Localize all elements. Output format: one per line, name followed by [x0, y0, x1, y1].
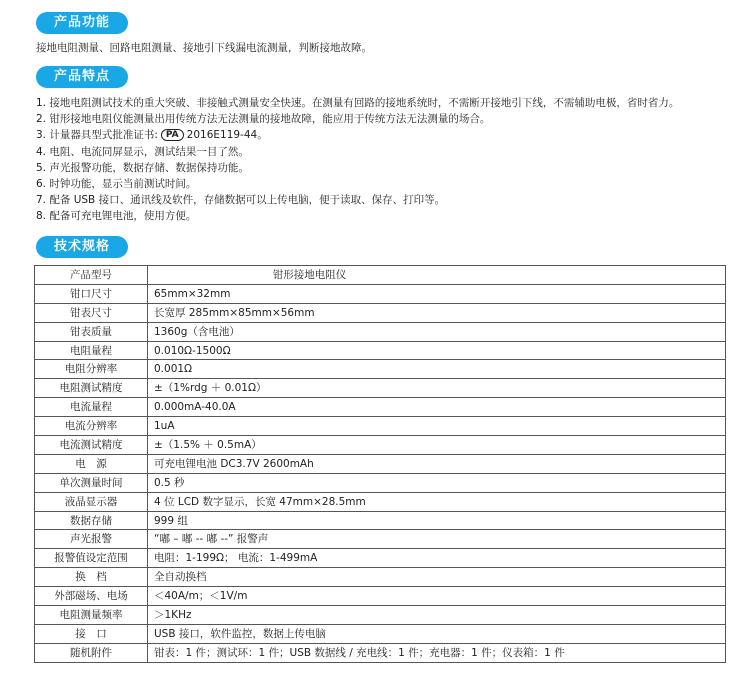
spec-value: 钳形接地电阻仪: [148, 266, 726, 285]
spec-row: [35, 398, 726, 417]
spec-row: [35, 417, 726, 436]
spec-value: 可充电锂电池 DC3.7V 2600mAh: [148, 454, 726, 473]
spec-key: 电流测试精度: [35, 436, 148, 455]
spec-key: 产品型号: [35, 266, 148, 285]
feature-item: 6. 时钟功能，显示当前测试时间。: [36, 178, 197, 191]
feature-item-certificate: [36, 127, 679, 143]
feature-item: 7. 配备 USB 接口、通讯线及软件，存储数据可以上传电脑，便于读取、保存、打印等。: [36, 194, 446, 207]
spec-row: [35, 303, 726, 322]
spec-row: [35, 436, 726, 455]
spec-value: 65mm×32mm: [148, 284, 726, 303]
spec-row: [35, 266, 726, 285]
spec-value: ±（1%rdg ＋ 0.01Ω）: [148, 379, 726, 398]
spec-value: 长宽厚 285mm×85mm×56mm: [148, 303, 726, 322]
spec-key: 电阻量程: [35, 341, 148, 360]
spec-key: 声光报警: [35, 530, 148, 549]
spec-row: [35, 341, 726, 360]
spec-key: 外部磁场、电场: [35, 587, 148, 606]
spec-row: [35, 568, 726, 587]
features-list: [36, 95, 679, 225]
cert-number: 2016E119-44。: [186, 129, 268, 142]
spec-row: [35, 606, 726, 625]
spec-value: 4 位 LCD 数字显示，长宽 47mm×28.5mm: [148, 492, 726, 511]
spec-row: [35, 511, 726, 530]
feature-item: 4. 电阻、电流同屏显示，测试结果一目了然。: [36, 145, 249, 158]
spec-key: 接 口: [35, 624, 148, 643]
spec-value: 0.5 秒: [148, 473, 726, 492]
feature-item: 2. 钳形接地电阻仪能测量出用传统方法无法测量的接地故障，能应用于传统方法无法测量的场合。: [36, 113, 491, 126]
spec-key: 钳表质量: [35, 322, 148, 341]
spec-key: 电阻测试精度: [35, 379, 148, 398]
cert-prefix: 3. 计量器具型式批准证书:: [36, 129, 158, 142]
spec-value: 电阻：1-199Ω； 电流：1-499mA: [148, 549, 726, 568]
spec-key: 钳口尺寸: [35, 284, 148, 303]
spec-key: 电流量程: [35, 398, 148, 417]
pa-logo: PA: [161, 129, 184, 141]
spec-value: 1uA: [148, 417, 726, 436]
spec-row: [35, 549, 726, 568]
spec-row: [35, 322, 726, 341]
spec-row: [35, 473, 726, 492]
spec-key: 报警值设定范围: [35, 549, 148, 568]
feature-item: 1. 接地电阻测试技术的重大突破、非接触式测量安全快速。在测量有回路的接地系统时，不需断开接地引下线，不需辅助电极，省时省力。: [36, 97, 680, 109]
spec-value: “嘟 – 嘟 -- 嘟 --” 报警声: [148, 530, 726, 549]
spec-row: [35, 530, 726, 549]
spec-table: [34, 265, 726, 663]
spec-value: 0.010Ω-1500Ω: [148, 341, 726, 360]
spec-value: 0.001Ω: [148, 360, 726, 379]
spec-value: 1360g（含电池）: [148, 322, 726, 341]
spec-value: 钳表：1 件；测试环：1 件；USB 数据线 / 充电线：1 件；充电器：1 件；仪表箱：1 件: [148, 643, 726, 662]
spec-key: 单次测量时间: [35, 473, 148, 492]
section-title-features: 产品特点: [36, 66, 128, 88]
spec-value: 999 组: [148, 511, 726, 530]
spec-row: [35, 360, 726, 379]
spec-key: 电 源: [35, 454, 148, 473]
spec-row: [35, 492, 726, 511]
section-title-specs: 技术规格: [36, 236, 128, 258]
function-description: 接地电阻测量、回路电阻测量、接地引下线漏电流测量，判断接地故障。: [36, 42, 372, 54]
spec-value: ＞1KHz: [148, 606, 726, 625]
spec-key: 电流分辨率: [35, 417, 148, 436]
spec-key: 液晶显示器: [35, 492, 148, 511]
feature-item: 8. 配备可充电锂电池，使用方便。: [36, 210, 197, 223]
spec-row: [35, 643, 726, 662]
spec-row: [35, 587, 726, 606]
spec-key: 钳表尺寸: [35, 303, 148, 322]
section-title-function: 产品功能: [36, 12, 128, 34]
feature-item: 5. 声光报警功能，数据存储、数据保持功能。: [36, 161, 249, 174]
spec-value: 0.000mA-40.0A: [148, 398, 726, 417]
spec-key: 数据存储: [35, 511, 148, 530]
spec-key: 电阻分辨率: [35, 360, 148, 379]
spec-value: USB 接口，软件监控，数据上传电脑: [148, 624, 726, 643]
spec-key: 换 档: [35, 568, 148, 587]
spec-value: ±（1.5% ＋ 0.5mA）: [148, 436, 726, 455]
spec-key: 电阻测量频率: [35, 606, 148, 625]
spec-key: 随机附件: [35, 643, 148, 662]
spec-row: [35, 379, 726, 398]
spec-row: [35, 454, 726, 473]
spec-row: [35, 624, 726, 643]
spec-value: 全自动换档: [148, 568, 726, 587]
spec-value: ＜40A/m；＜1V/m: [148, 587, 726, 606]
spec-row: [35, 284, 726, 303]
